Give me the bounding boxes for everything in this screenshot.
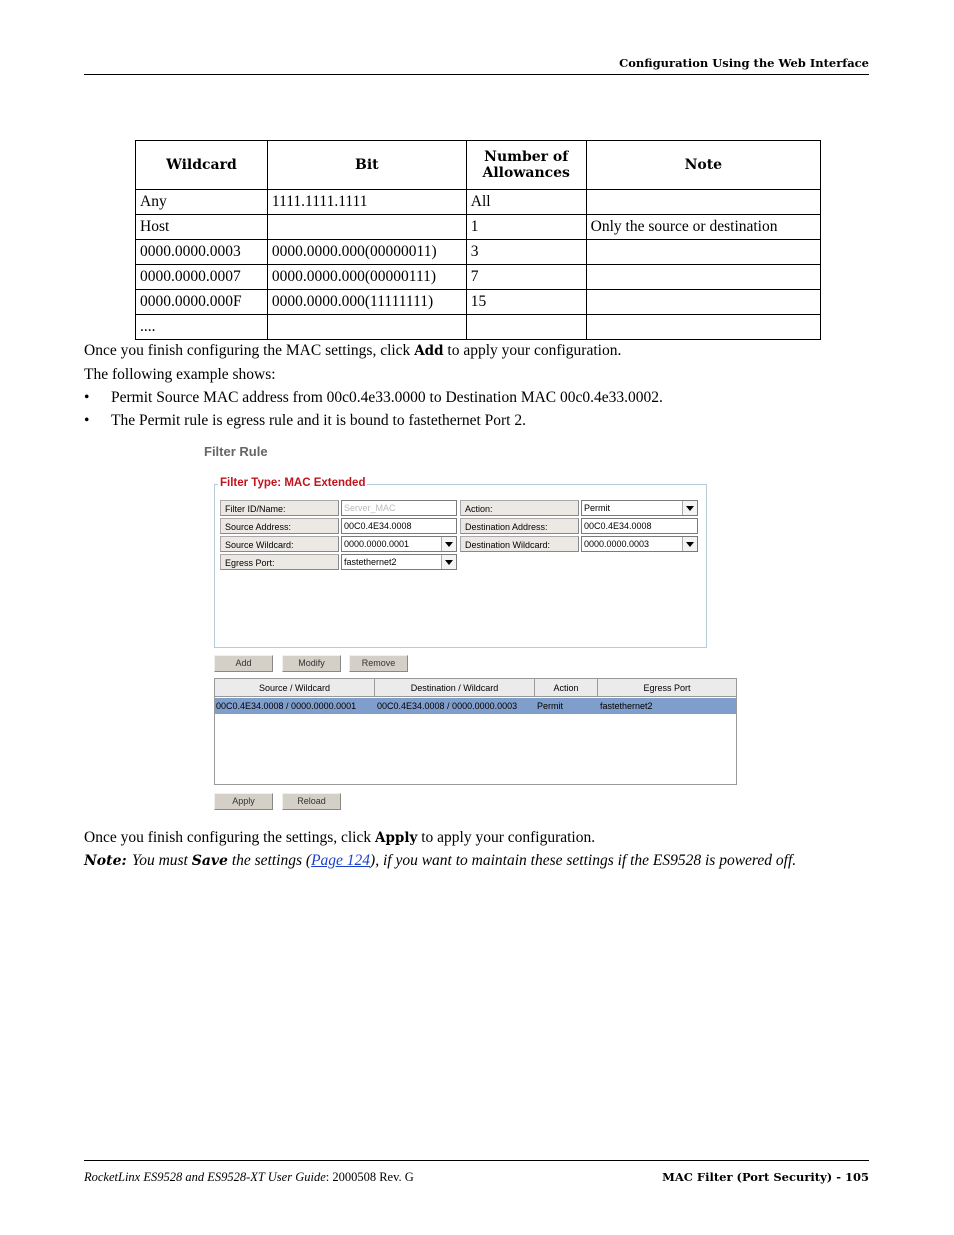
save-keyword: Save — [191, 853, 228, 869]
table-cell — [586, 265, 820, 290]
chevron-down-icon[interactable] — [682, 501, 697, 515]
table-cell: 1 — [466, 215, 586, 240]
filter-rule-title: Filter Rule — [204, 444, 268, 459]
source-wildcard-label: Source Wildcard: — [220, 536, 339, 552]
wildcard-table — [135, 140, 821, 340]
note-body: You must Save the settings (Page 124), if you want to maintain these settings if the ES9528 is powered off. — [132, 852, 797, 869]
page-header-title: Configuration Using the Web Interface — [619, 56, 869, 70]
paragraph-add-instruction: Once you finish configuring the MAC settings, click Add to apply your configuration. — [84, 342, 622, 359]
col-header-wildcard: Wildcard — [136, 141, 268, 190]
destination-wildcard-label: Destination Wildcard: — [460, 536, 579, 552]
bullet-text: Permit Source MAC address from 00c0.4e33.0000 to Destination MAC 00c0.4e33.0002. — [111, 389, 663, 406]
table-cell — [586, 315, 820, 340]
source-address-label: Source Address: — [220, 518, 339, 534]
paragraph-example-intro: The following example shows: — [84, 366, 276, 383]
table-cell: All — [466, 190, 586, 215]
modify-button[interactable]: Modify — [282, 655, 341, 672]
table-row — [136, 240, 821, 265]
table-cell: 0000.0000.0007 — [136, 265, 268, 290]
header-rule — [84, 74, 869, 75]
table-cell — [267, 315, 466, 340]
table-cell: Only the source or destination — [586, 215, 820, 240]
table-cell — [586, 240, 820, 265]
grid-cell: Permit — [537, 701, 564, 711]
table-cell: 0000.0000.000(11111111) — [267, 290, 466, 315]
table-cell: Host — [136, 215, 268, 240]
paragraph-apply-instruction: Once you finish configuring the settings, click Apply to apply your configuration. — [84, 829, 596, 846]
table-row — [136, 315, 821, 340]
table-header-row — [136, 141, 821, 190]
reload-button[interactable]: Reload — [282, 793, 341, 810]
table-cell: 15 — [466, 290, 586, 315]
grid-header-source[interactable]: Source / Wildcard — [215, 679, 375, 697]
table-cell — [466, 315, 586, 340]
table-cell — [586, 290, 820, 315]
table-cell — [267, 215, 466, 240]
grid-cell: 00C0.4E34.0008 / 0000.0000.0001 — [216, 701, 357, 711]
table-cell: 0000.0000.0003 — [136, 240, 268, 265]
table-row — [136, 215, 821, 240]
table-cell: 0000.0000.000F — [136, 290, 268, 315]
egress-port-label: Egress Port: — [220, 554, 339, 570]
remove-button[interactable]: Remove — [349, 655, 408, 672]
table-row — [136, 290, 821, 315]
add-keyword: Add — [414, 343, 444, 359]
source-wildcard-select[interactable]: 0000.0000.0001 — [341, 536, 457, 552]
filter-type-legend: Filter Type: MAC Extended — [220, 477, 366, 489]
rules-grid — [214, 678, 737, 785]
col-header-bit: Bit — [267, 141, 466, 190]
bullet-marker: • — [84, 412, 90, 429]
filter-id-label: Filter ID/Name: — [220, 500, 339, 516]
source-address-input[interactable]: 00C0.4E34.0008 — [341, 518, 457, 534]
footer-page-number: MAC Filter (Port Security) - 105 — [662, 1170, 869, 1184]
apply-keyword: Apply — [375, 830, 418, 846]
col-header-allowances: Number of Allowances — [466, 141, 586, 190]
grid-header-destination[interactable]: Destination / Wildcard — [375, 679, 535, 697]
destination-address-label: Destination Address: — [460, 518, 579, 534]
table-row — [136, 265, 821, 290]
bullet-marker: • — [84, 389, 90, 406]
table-cell: 0000.0000.000(00000011) — [267, 240, 466, 265]
grid-header-egress-port[interactable]: Egress Port — [598, 679, 737, 697]
table-row — [136, 190, 821, 215]
table-cell: 0000.0000.000(00000111) — [267, 265, 466, 290]
add-button[interactable]: Add — [214, 655, 273, 672]
destination-address-input[interactable]: 00C0.4E34.0008 — [581, 518, 698, 534]
filter-id-input[interactable]: Server_MAC — [341, 500, 457, 516]
table-cell: 1111.1111.1111 — [267, 190, 466, 215]
table-cell: 7 — [466, 265, 586, 290]
table-cell: 3 — [466, 240, 586, 265]
grid-header-action[interactable]: Action — [535, 679, 598, 697]
action-select[interactable]: Permit — [581, 500, 698, 516]
footer-rule — [84, 1160, 869, 1161]
table-cell: Any — [136, 190, 268, 215]
bullet-text: The Permit rule is egress rule and it is bound to fastethernet Port 2. — [111, 412, 526, 429]
table-cell: .... — [136, 315, 268, 340]
action-label: Action: — [460, 500, 579, 516]
col-header-note: Note — [586, 141, 820, 190]
destination-wildcard-select[interactable]: 0000.0000.0003 — [581, 536, 698, 552]
note-lead: Note: — [84, 853, 127, 869]
egress-port-select[interactable]: fastethernet2 — [341, 554, 457, 570]
grid-cell: fastethernet2 — [600, 701, 653, 711]
chevron-down-icon[interactable] — [441, 555, 456, 569]
apply-button[interactable]: Apply — [214, 793, 273, 810]
grid-cell: 00C0.4E34.0008 / 0000.0000.0003 — [377, 701, 518, 711]
footer-document-title: RocketLinx ES9528 and ES9528-XT User Guide: 2000508 Rev. G — [84, 1170, 414, 1184]
page-124-link[interactable]: Page 124 — [311, 852, 371, 869]
grid-row-selected[interactable] — [215, 698, 736, 714]
table-cell — [586, 190, 820, 215]
chevron-down-icon[interactable] — [682, 537, 697, 551]
chevron-down-icon[interactable] — [441, 537, 456, 551]
